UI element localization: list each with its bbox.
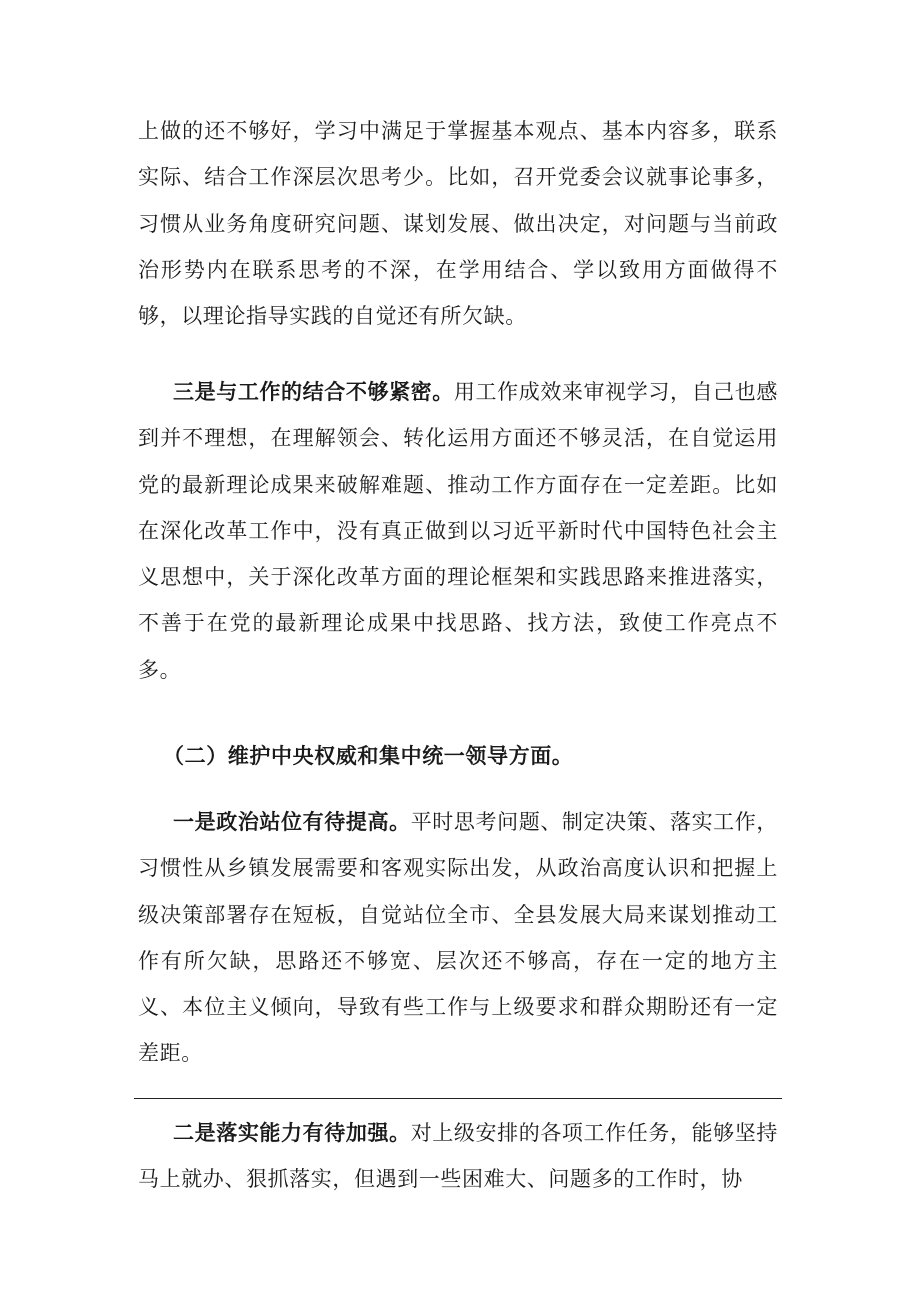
paragraph-4-lead: 二是落实能力有待加强。: [173, 1120, 411, 1145]
paragraph-3-lead: 一是政治站位有待提高。: [173, 809, 411, 834]
paragraph-integration-with-work: [138, 369, 778, 693]
page-divider: [134, 1098, 782, 1099]
paragraph-2-lead: 三是与工作的结合不够紧密。: [173, 379, 454, 404]
paragraph-political-position: [138, 799, 778, 1077]
paragraph-4-text: 对上级安排的各项工作任务，能够坚持马上就办、狠抓落实，但遇到一些困难大、问题多的工作时，协: [138, 1121, 778, 1192]
paragraph-implementation-ability: [138, 1110, 778, 1203]
section-heading: （二）维护中央权威和集中统一领导方面。: [163, 743, 574, 768]
paragraph-2-text: 用工作成效来审视学习，自己也感到并不理想，在理解领会、转化运用方面还不够灵活，在自觉运用党的最新理论成果来破解难题、推动工作方面存在一定差距。比如在深化改革工作中，没有真正做到以习近平新时代中国特色社会主义思想中，关于深化改革方面的理论框架和实践思路来推进落实，不善于在党的最新理论成果中找思路、找方法，致使工作亮点不多。: [138, 380, 778, 682]
paragraph-continued: [138, 108, 778, 339]
paragraph-1-text: 上做的还不够好，学习中满足于掌握基本观点、基本内容多，联系实际、结合工作深层次思考少。比如，召开党委会议就事论事多，习惯从业务角度研究问题、谋划发展、做出决定，对问题与当前政治形势内在联系思考的不深，在学用结合、学以致用方面做得不够，以理论指导实践的自觉还有所欠缺。: [138, 119, 778, 329]
paragraph-3-text: 平时思考问题、制定决策、落实工作，习惯性从乡镇发展需要和客观实际出发，从政治高度认识和把握上级决策部署存在短板，自觉站位全市、全县发展大局来谋划推动工作有所欠缺，思路还不够宽、层次还不够高，存在一定的地方主义、本位主义倾向，导致有些工作与上级要求和群众期盼还有一定差距。: [138, 810, 778, 1066]
